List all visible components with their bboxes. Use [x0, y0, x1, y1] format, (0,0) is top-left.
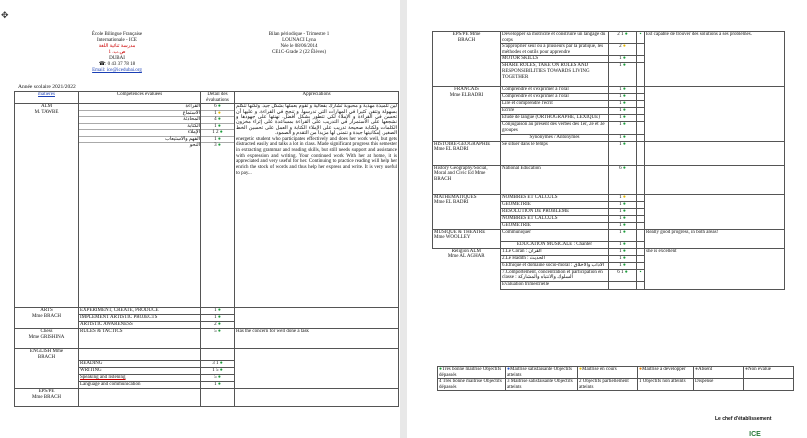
subject-eps-left: EPS/PE Mme BRACH	[15, 389, 79, 407]
school-year: Année scolaire 2021/2022	[18, 84, 76, 90]
grade-badge: 1 ●	[609, 63, 637, 87]
grade-badge: 1 ●	[609, 115, 637, 122]
subject-english: ENGLISH Mme BRACH	[15, 349, 79, 389]
eps-appreciation: Est capable de trouver des solutions à ses problèmes.	[645, 32, 785, 87]
report-info: Bilan périodique - Trimestre 1 LOUNACI Lyna Née le 08/06/2014 CE1C-Grade 2 (22 Élèves)	[268, 32, 330, 55]
grade-badge: 6 ●	[201, 104, 234, 111]
grade-badge: 1 ●	[609, 222, 637, 229]
grade-badge: 1 ●	[609, 255, 637, 262]
grade-badge: 2 1 ●	[609, 32, 637, 44]
subject-eps: EPS/PE Mme BRACH	[433, 32, 501, 87]
subject-religion: Religion ALM Mme AL AGHAR	[433, 248, 501, 289]
grade-badge: 5 ●	[201, 329, 235, 349]
grade-badge: 1 ●	[609, 229, 637, 241]
grade-badge: 2 ●	[201, 322, 235, 329]
svg-text:ICE: ICE	[749, 431, 761, 438]
legend-satisfactory: ●Maîtrise satisfaisante Objectifs atteints	[506, 367, 578, 379]
col-competences: Compétences évaluées	[79, 92, 201, 104]
col-detail: Détail des évaluations	[201, 92, 235, 104]
grade-badge: 1 ●	[609, 241, 637, 248]
grade-badge: 6 ●	[609, 165, 637, 194]
grades-table-left: matières Compétences évaluées Détail des évaluations Appréciations ALM M. TAWBE القراءة الاستماع المحادثة الكتابة الإملاء الفهم والاستيعاب النحو 6 ● 1 ● 4 ● 1 ● 1 2 ● 1 ● 3 ● لين تلميذة مهذبة و محبوبة تشارك بفعالية و تقوم بعملها بشكل جيد. ولكنها تتكلم بسهولة وتتقن كثيرا في المهارات التي تدرسها. و تنجح في القراءة. و عليها أن تحسن في القراءة و الإملاء لكي تتطور بشكل أفضل. نهنئها على جهودها و نشجعها على الاستمرار في التدريب على القراءة بمساعدة على إثراء مخزون الكلمات ولكتابة صحيحة تدريب على الإملاء الكتابة و العمل على تحسين الخط الصغير. إمكانيتها جيدة و نتمنى لها مزيدا من التقدم و الصمود. energetic student who participates effectively and does her work well, but gets distracted easily and talks a lot in class. Made significant progress this semester in extracting grammar and reading skills, but still needs support and assistance with expression and writing. Your continued work With her at home, it is appreciated and very useful for her. Continuing to practice reading will help her enrich the stock of words and thus help her express and write. It is very useful to pay... ARTS Mme BRACH EXPERIMENT, CREATE, PRODUCE 1 ● IMPLEMENT ARTISTIC PROJECTS 1 ● ARTISTIC AWARENESS 2 ● Chess Mme GRISHINA RULES & TACTICS 5 ● Has the concern for well done a task ENGLISH Mme BRACH READING 3 1 ● WRITING 1 5 ● Speaking and listening 5 ● Language and communication 1 ● EPS/PE Mme BRACH	[14, 91, 399, 407]
grade-badge: 1 ●	[609, 141, 637, 165]
arabic-grades	[201, 104, 235, 308]
subject-arabic: ALM M. TAWBE	[15, 104, 79, 308]
grade-badge: 1 ●	[201, 111, 234, 118]
religion-appreciation: she is excellent	[645, 248, 785, 289]
grade-badge: 1 ●	[201, 137, 234, 144]
subject-histoire: HISTOIRE-GÉOGRAPHIE Mme EL BADRI	[433, 141, 501, 165]
move-icon[interactable]: ✥	[1, 10, 9, 20]
legend-to-develop: ●Maîtrise à développer	[638, 367, 694, 379]
grade-badge: 1 ●	[609, 134, 637, 141]
grade-badge	[609, 281, 637, 289]
col-appreciations: Appréciations	[235, 92, 399, 104]
report-page-left	[0, 0, 400, 438]
arabic-appreciation: لين تلميذة مهذبة و محبوبة تشارك بفعالية و تقوم بعملها بشكل جيد. ولكنها تتكلم بسهولة وتتقن كثيرا في المهارات التي تدرسها. و تنجح في القراءة. و عليها أن تحسن في القراءة و الإملاء لكي تتطور بشكل أفضل. نهنئها على جهودها و نشجعها على الاستمرار في التدريب على القراءة بمساعدة على إثراء مخزون الكلمات ولكتابة صحيحة تدريب على الإملاء الكتابة و العمل على تحسين الخط الصغير. إمكانيتها جيدة و نتمنى لها مزيدا من التقدم و الصمود. energetic student who participates effectively and does her work well, but gets distracted easily and talks a lot in class. Made significant progress this semester in extracting grammar and reading skills, but still needs support and assistance with expression and writing. Your continued work With her at home, it is appreciated and very useful for her. Continuing to practice reading will help her enrich the stock of words and thus help her express and write. It is very useful to pay...	[235, 104, 399, 308]
grade-badge: 1 ●	[609, 94, 637, 101]
subject-music: MUSIQUE & THEATRE Mme WOOLLEY	[433, 229, 501, 248]
chess-appreciation: Has the concern for well done a task	[235, 329, 399, 349]
grade-badge: 1 5 ●	[201, 368, 235, 375]
grades-table-right: EPS/PE Mme BRACH Développer sa motricité et construire un langage du corps 2 1 ● ▪ Est capable de trouver des solutions à ses problèmes. S'approprier seul ou à plusieurs par la pratique, les méthodes et outils pour apprendre 2 ● MOTOR SKILLS 1 ● SHARE ROLES, TAKE ON ROLES AND RESPONSIBILITIES TOWARDS LIVING TOGETHER 1 ● FRANCAIS Mme ELBADRI Comprendre et s'exprimer à l'oral 1 ● Comprendre et s'exprimer à l'oral 1 ● Lire et comprendre l'écrit 1 ● Écrire 1 ● Étude de langue (ORTHOGRAPHE, LEXIQUE) 1 ● Conjugaison au présent des verbes des 1er, 2e et 3e groupes 1 ● Synonymes / Antonymes 1 ● HISTOIRE-GÉOGRAPHIE Mme EL BADRI Se situer dans le temps 1 ● History Geography/Social, Moral and Civic Ed Mme BRACH National Education 6 ● MATHEMATIQUES Mme EL BADRI NOMBRES ET CALCULS 1 ● GÉOMÉTRIE 1 ● RÉSOLUTION DE PROBLÈME 1 ● NOMBRES ET CALCULS 1 ● GÉOMÉTRIE 1 ● MUSIQUE & THEATRE Mme WOOLLEY Communiquer 1 ● Really good progress, in both areas! ÉDUCATION MUSICALE : Chanter 1 ● Religion ALM Mme AL AGHAR 1.Le Coran : القرآن 1 ● she is excellent 2.Le Hadith : الحديث 1 ● 6.Éthique et domaine socio-moral : الآداب والأخلاق 1 ● 7.Comportement, concentration et participation en classe : السلوك والانتباه والمشاركة 6 1 ● ▪ Évaluation trimestrielle	[432, 31, 785, 290]
legend-absent: ●Absent	[694, 367, 744, 379]
subject-maths: MATHEMATIQUES Mme EL BADRI	[433, 194, 501, 229]
music-appreciation: Really good progress, in both areas!	[645, 229, 785, 248]
legend-table: ●Très bonne maîtrise Objectifs dépassés ●Maîtrise satisfaisante Objectifs atteints ●Maîtrise en cours ●Maîtrise à développer ●Absent ●Non évalué 4 Très bonne maîtrise Objectifs dépassés 3 Maîtrise satisfaisante Objectifs atteints 2 Objectifs partiellement atteints 1 Objectifs non atteints Dispensé	[437, 366, 794, 391]
grade-badge: 6 1 ●	[609, 269, 637, 281]
legend-very-good: ●Très bonne maîtrise Objectifs dépassés	[438, 367, 506, 379]
grade-badge: 1 ●	[609, 101, 637, 108]
grade-badge: 3 ●	[214, 143, 221, 149]
subject-chess: Chess Mme GRISHINA	[15, 329, 79, 349]
grade-badge: 4 ●	[201, 117, 234, 124]
school-logo-icon	[743, 428, 767, 438]
legend-in-progress: ●Maîtrise en cours	[578, 367, 638, 379]
col-subject: matières	[15, 92, 79, 104]
grade-badge: 1 ●	[609, 208, 637, 215]
school-info: École Bilingue Française Internationale - ICE مدرسة ثنائية اللغة ص.ب. 1 DUBAI ☎: 0 43 37 78 18 Email: ice@icedubai.org	[62, 32, 172, 74]
subject-french: FRANCAIS Mme ELBADRI	[433, 87, 501, 141]
grade-badge: 1 ●	[201, 124, 234, 131]
grade-badge: 1 ●	[609, 194, 637, 201]
arabic-competences: القراءة الاستماع المحادثة الكتابة الإملاء الفهم والاستيعاب النحو	[79, 104, 201, 308]
grade-badge: 1 ●	[609, 248, 637, 255]
school-email-link[interactable]: Email: ice@icedubai.org	[92, 68, 142, 73]
grade-badge: 5 ●	[201, 375, 235, 382]
grade-badge: 1 ●	[201, 315, 235, 322]
principal-signature-label: Le chef d'établissement	[715, 416, 772, 422]
grade-badge: 1 ●	[609, 56, 637, 63]
grade-badge: 1 ●	[609, 215, 637, 222]
legend-not-evaluated: ●Non évalué	[744, 367, 794, 379]
grade-badge: 1 ●	[609, 122, 637, 134]
grade-badge: 1 ●	[609, 262, 637, 269]
subject-arts: ARTS Mme BRACH	[15, 308, 79, 329]
grade-badge: 1 ●	[201, 308, 235, 315]
grade-badge: 2 ●	[609, 44, 637, 56]
report-page-right	[407, 0, 807, 438]
grade-badge: 1 ●	[201, 382, 235, 389]
subject-history: History Geography/Social, Moral and Civic Ed Mme BRACH	[433, 165, 501, 194]
report-header	[14, 30, 398, 92]
grade-badge: 1 ●	[609, 201, 637, 208]
grade-badge: 1 ●	[609, 87, 637, 94]
grade-badge: 3 1 ●	[201, 361, 235, 368]
grade-badge: 1 2 ●	[201, 130, 234, 137]
grade-badge: 1 ●	[609, 108, 637, 115]
